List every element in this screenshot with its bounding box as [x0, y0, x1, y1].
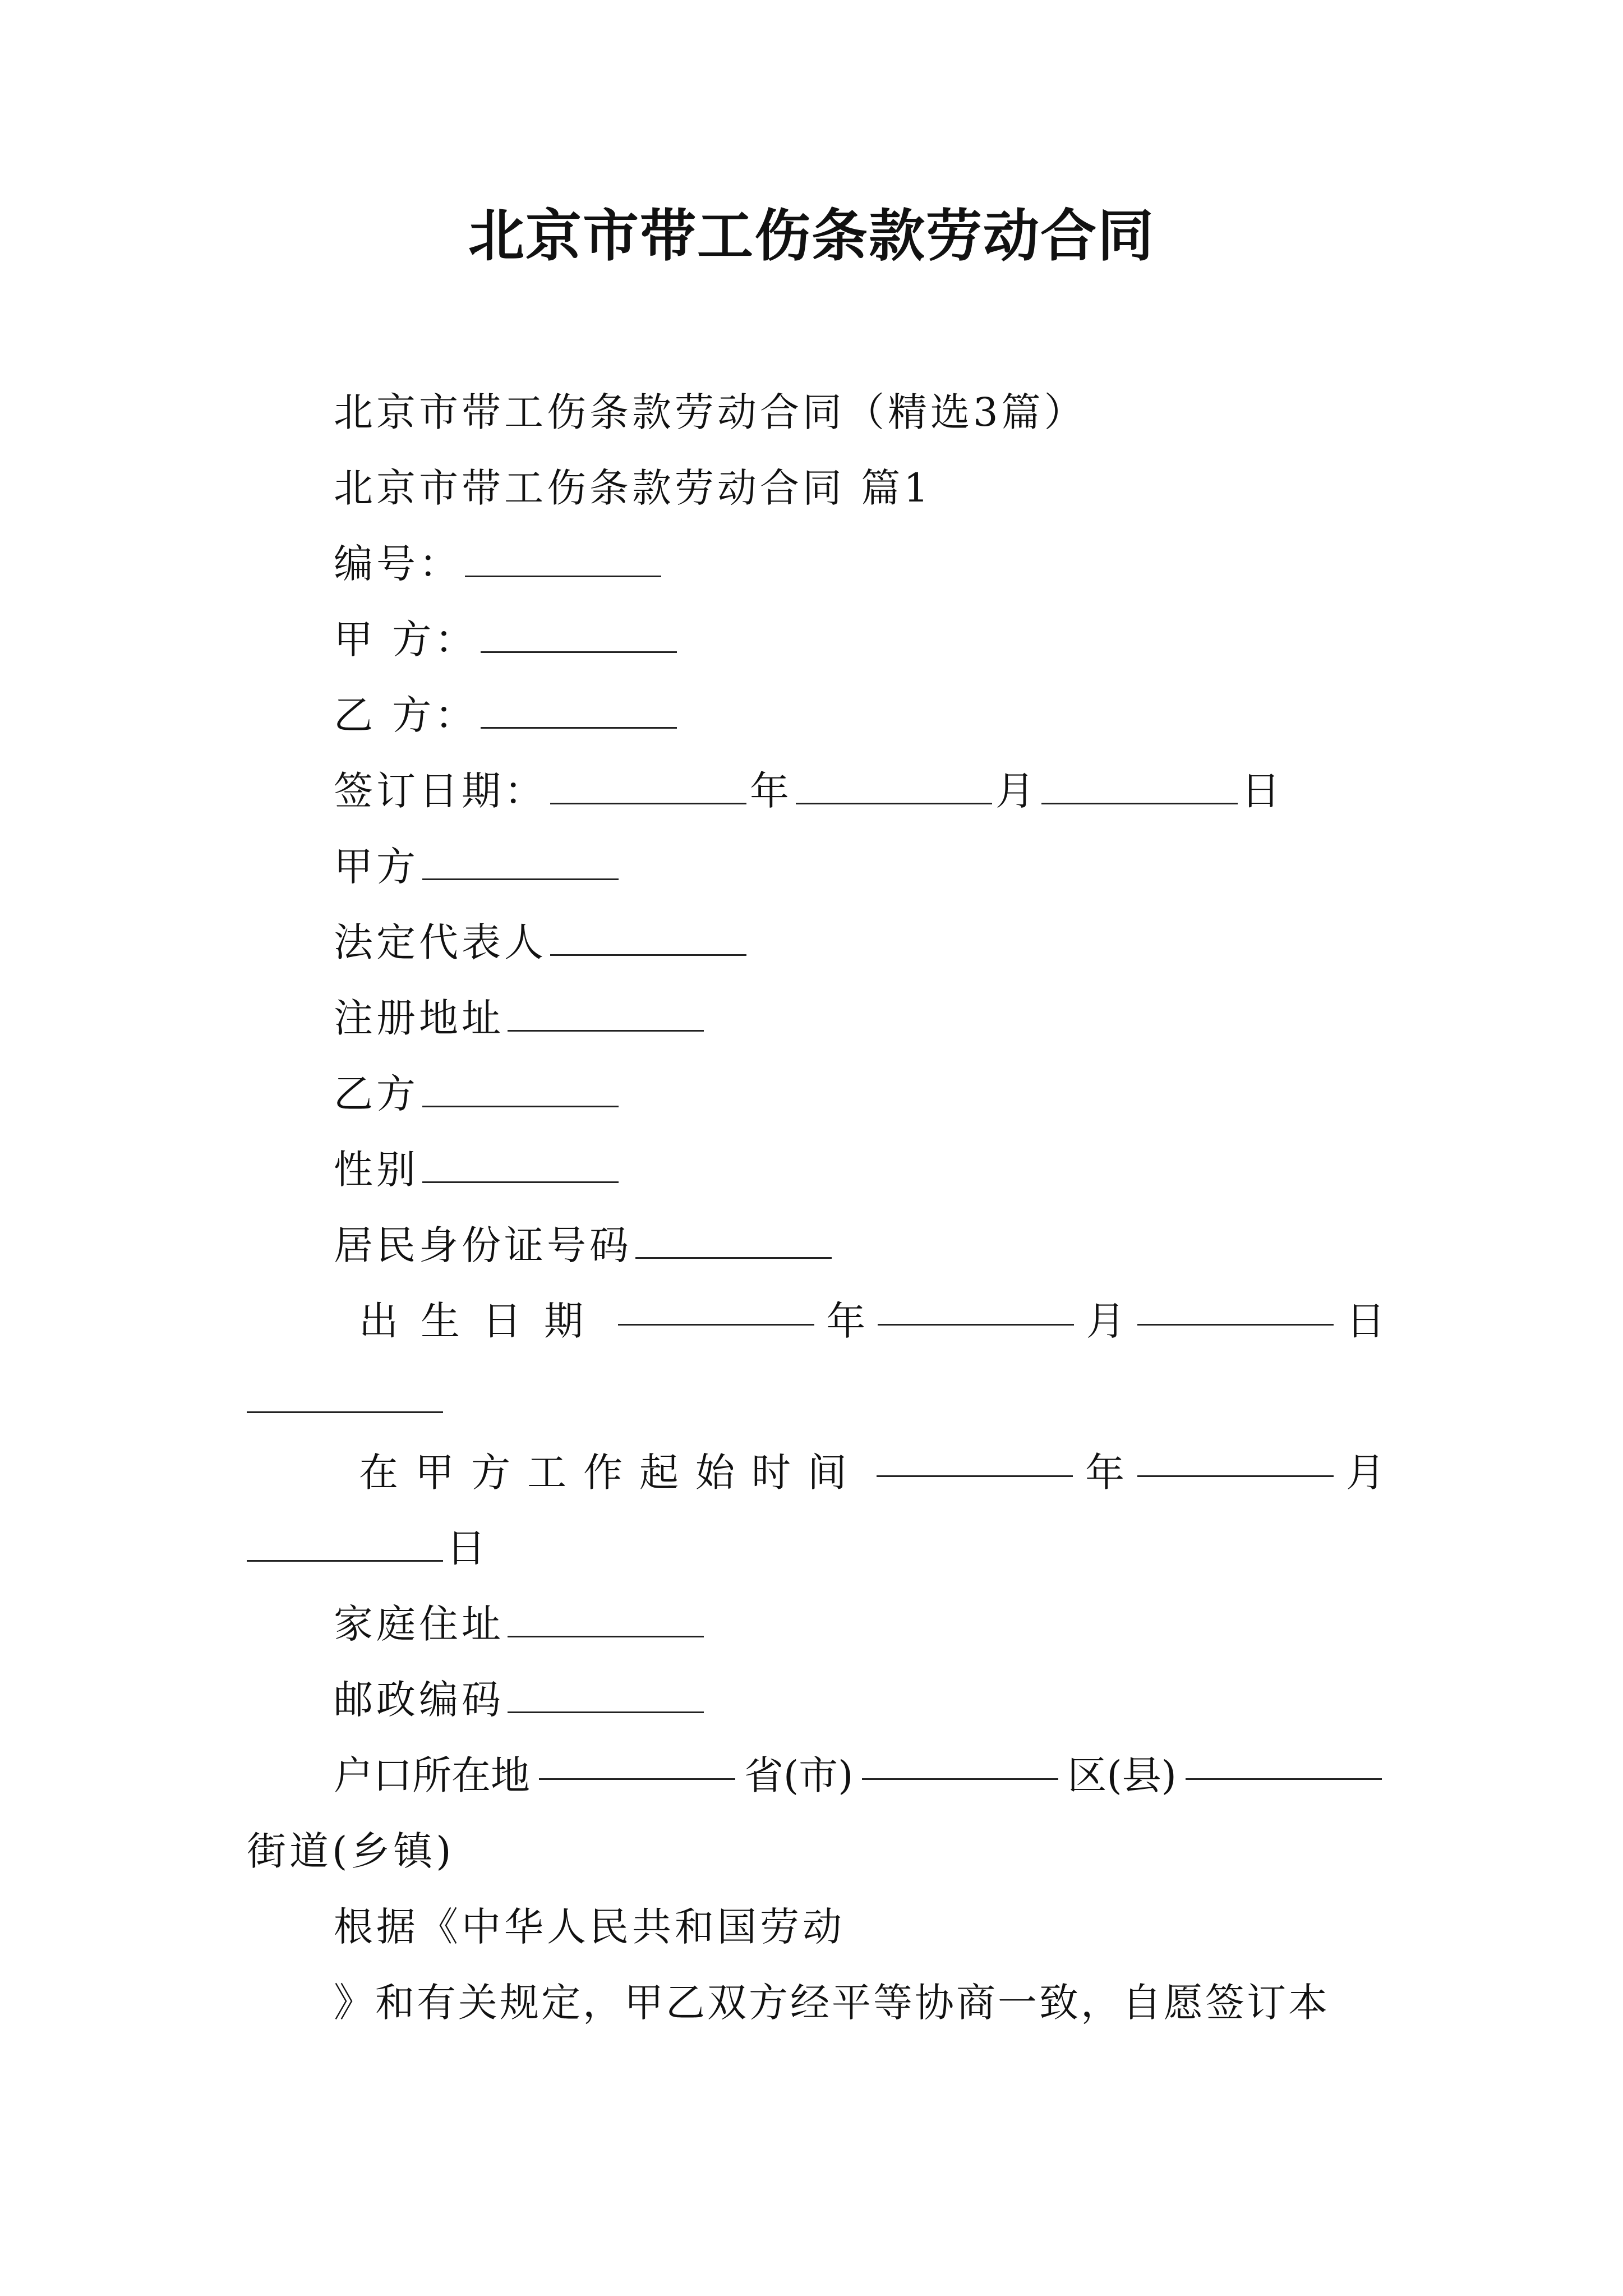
number-blank — [465, 542, 661, 577]
party-b2-label: 乙方 — [334, 1071, 419, 1117]
start-day-blank — [247, 1526, 443, 1562]
household-street-blank — [1186, 1745, 1382, 1780]
legal-rep-label: 法定代表人 — [334, 919, 547, 965]
party-b2-blank — [422, 1072, 619, 1107]
sign-day-unit: 日 — [1241, 768, 1284, 814]
sign-month-unit: 月 — [995, 768, 1038, 814]
birth-month-unit: 月 — [1086, 1298, 1126, 1344]
party-b-label: 乙 方： — [334, 692, 478, 738]
birth-year-blank — [618, 1290, 814, 1326]
start-month-unit: 月 — [1346, 1450, 1385, 1496]
party-b2-line — [334, 1063, 622, 1125]
gender-line — [334, 1139, 622, 1200]
start-year-blank — [877, 1442, 1073, 1477]
household-line — [334, 1745, 1385, 1806]
basis-line: 根据《中华人民共和国劳动 — [334, 1904, 845, 1950]
party-a2-label: 甲方 — [334, 844, 419, 890]
reg-address-label: 注册地址 — [334, 995, 504, 1041]
postal-code-label: 邮政编码 — [334, 1677, 504, 1723]
party-a-label: 甲 方： — [334, 616, 478, 662]
postal-code-line — [334, 1669, 707, 1731]
subtitle-line: 北京市带工伤条款劳动合同（精选3篇） — [334, 389, 1087, 435]
birth-year-unit: 年 — [826, 1298, 866, 1344]
birth-date-label: 出生日期 — [359, 1298, 606, 1344]
sign-date-label: 签订日期： — [334, 768, 547, 814]
birth-extra-blank — [247, 1378, 443, 1413]
reg-address-line — [334, 987, 707, 1049]
home-address-blank — [508, 1602, 704, 1637]
sign-month-blank — [796, 769, 992, 804]
sign-year-blank — [550, 769, 746, 804]
id-number-line — [334, 1214, 835, 1276]
sign-year-unit: 年 — [750, 768, 792, 814]
legal-rep-blank — [550, 921, 746, 956]
number-label: 编号： — [334, 541, 462, 587]
sign-day-blank — [1041, 769, 1238, 804]
start-day-unit: 日 — [446, 1525, 489, 1571]
street-line: 街道(乡镇) — [247, 1828, 455, 1874]
start-year-unit: 年 — [1085, 1450, 1124, 1496]
household-district-blank — [862, 1745, 1058, 1780]
start-time-label: 在甲方工作起始时间 — [359, 1450, 864, 1496]
id-number-blank — [635, 1223, 832, 1259]
party-a-blank — [481, 618, 677, 653]
home-address-line — [334, 1593, 707, 1655]
province-unit: 省(市) — [744, 1752, 854, 1798]
birth-month-blank — [878, 1290, 1074, 1326]
postal-code-blank — [508, 1678, 704, 1713]
agreement-line: 》和有关规定，甲乙双方经平等协商一致，自愿签订本 — [334, 1980, 1330, 2026]
household-province-blank — [539, 1745, 735, 1780]
birth-day-blank — [1137, 1290, 1334, 1326]
start-month-blank — [1137, 1442, 1334, 1477]
party-b-line — [334, 684, 680, 746]
birth-date-line — [359, 1290, 1385, 1352]
reg-address-blank — [508, 996, 704, 1032]
number-line — [334, 533, 665, 595]
party-a2-line — [334, 836, 622, 898]
household-label: 户口所在地 — [334, 1752, 530, 1798]
party-a2-blank — [422, 845, 619, 880]
home-address-label: 家庭住址 — [334, 1601, 504, 1647]
birth-date-cont — [247, 1369, 446, 1430]
id-number-label: 居民身份证号码 — [334, 1222, 632, 1268]
start-time-cont — [247, 1517, 489, 1579]
gender-blank — [422, 1148, 619, 1183]
section-heading: 北京市带工伤条款劳动合同 篇1 — [334, 465, 932, 511]
gender-label: 性别 — [334, 1147, 419, 1193]
legal-rep-line — [334, 912, 750, 973]
document-title: 北京市带工伤条款劳动合同 — [468, 203, 1155, 269]
district-unit: 区(县) — [1067, 1752, 1177, 1798]
party-b-blank — [481, 693, 677, 729]
party-a-line — [334, 609, 680, 670]
sign-date-line — [334, 760, 1284, 822]
birth-day-unit: 日 — [1345, 1298, 1385, 1344]
start-time-line — [359, 1442, 1385, 1503]
